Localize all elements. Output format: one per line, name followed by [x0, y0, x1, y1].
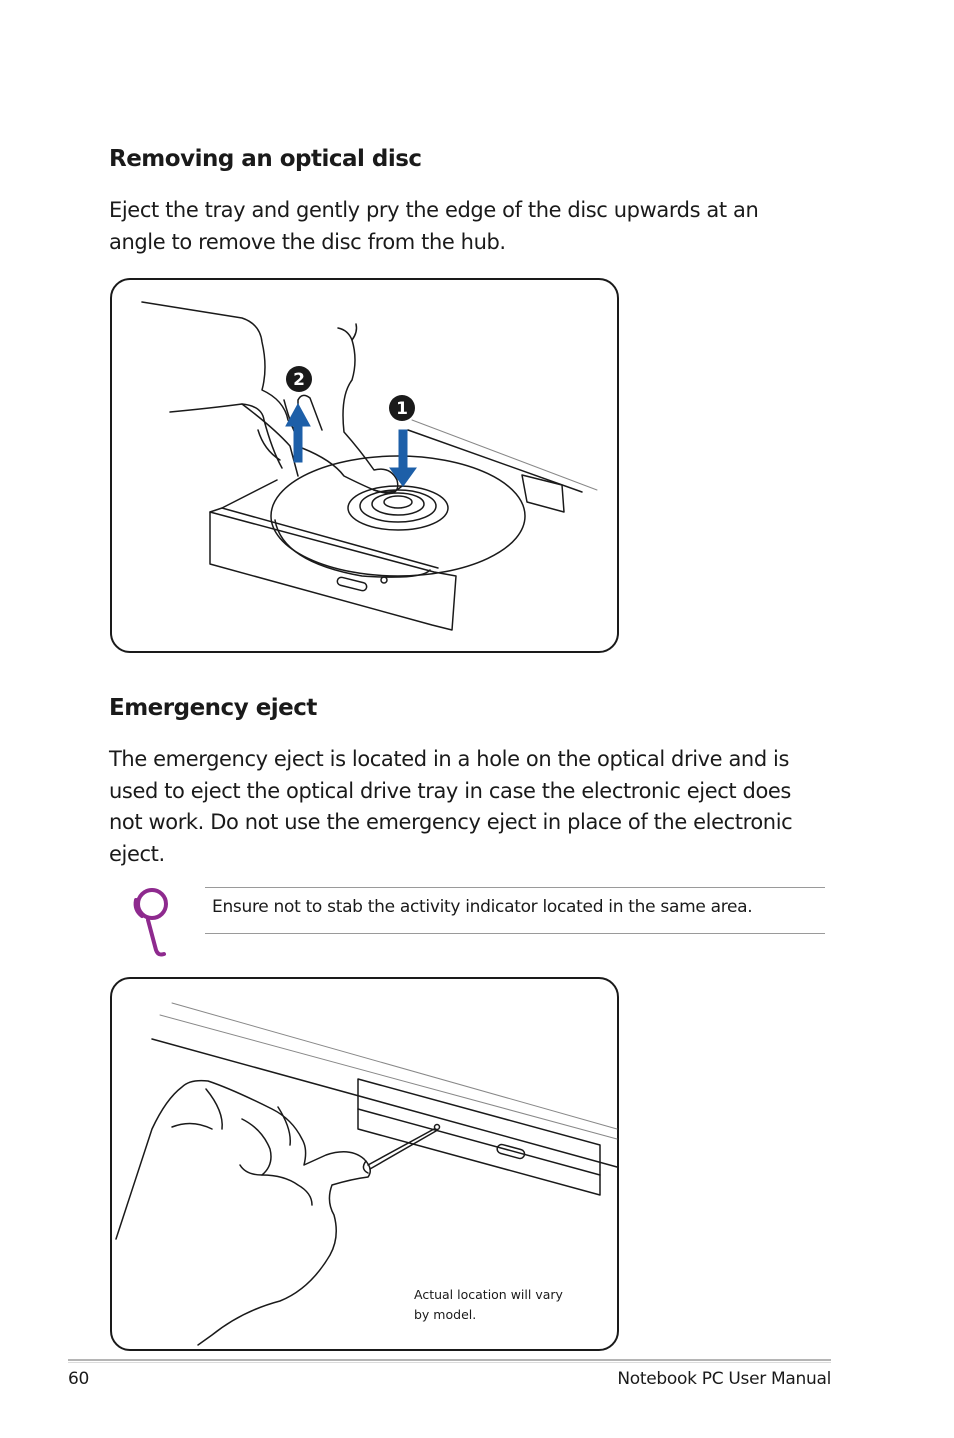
remove-disc-illustration: [112, 280, 621, 655]
figure-remove-disc: [110, 278, 619, 653]
section-body-emergency-eject: [109, 744, 792, 870]
footer-rule: [68, 1359, 831, 1361]
note-bottom-rule: [205, 933, 825, 934]
caption-line: Actual location will vary: [414, 1287, 563, 1302]
step-label-1: 1: [396, 399, 408, 419]
manual-title: Notebook PC User Manual: [617, 1369, 831, 1389]
footer-rule-light: [68, 1362, 831, 1363]
body-line: The emergency eject is located in a hole on the optical drive and is: [109, 747, 790, 771]
figure-emergency-eject: [110, 977, 619, 1351]
body-line: Eject the tray and gently pry the edge of the disc upwards at an: [109, 198, 759, 222]
step-label-2: 2: [293, 370, 305, 390]
body-line: not work. Do not use the emergency eject in place of the electronic: [109, 810, 793, 834]
section-heading-removing-disc: Removing an optical disc: [109, 146, 422, 172]
section-body-removing-disc: [109, 195, 758, 258]
body-line: used to eject the optical drive tray in case the electronic eject does: [109, 778, 791, 803]
note-text: Ensure not to stab the activity indicator located in the same area.: [212, 897, 753, 917]
figure-caption: [414, 1285, 584, 1325]
page-number: 60: [68, 1369, 90, 1389]
note-top-rule: [205, 887, 825, 888]
magnifier-note-icon: [130, 884, 180, 964]
body-line: angle to remove the disc from the hub.: [109, 229, 506, 254]
section-heading-emergency-eject: Emergency eject: [109, 695, 317, 721]
body-line: eject.: [109, 841, 165, 866]
caption-line: by model.: [414, 1307, 477, 1322]
